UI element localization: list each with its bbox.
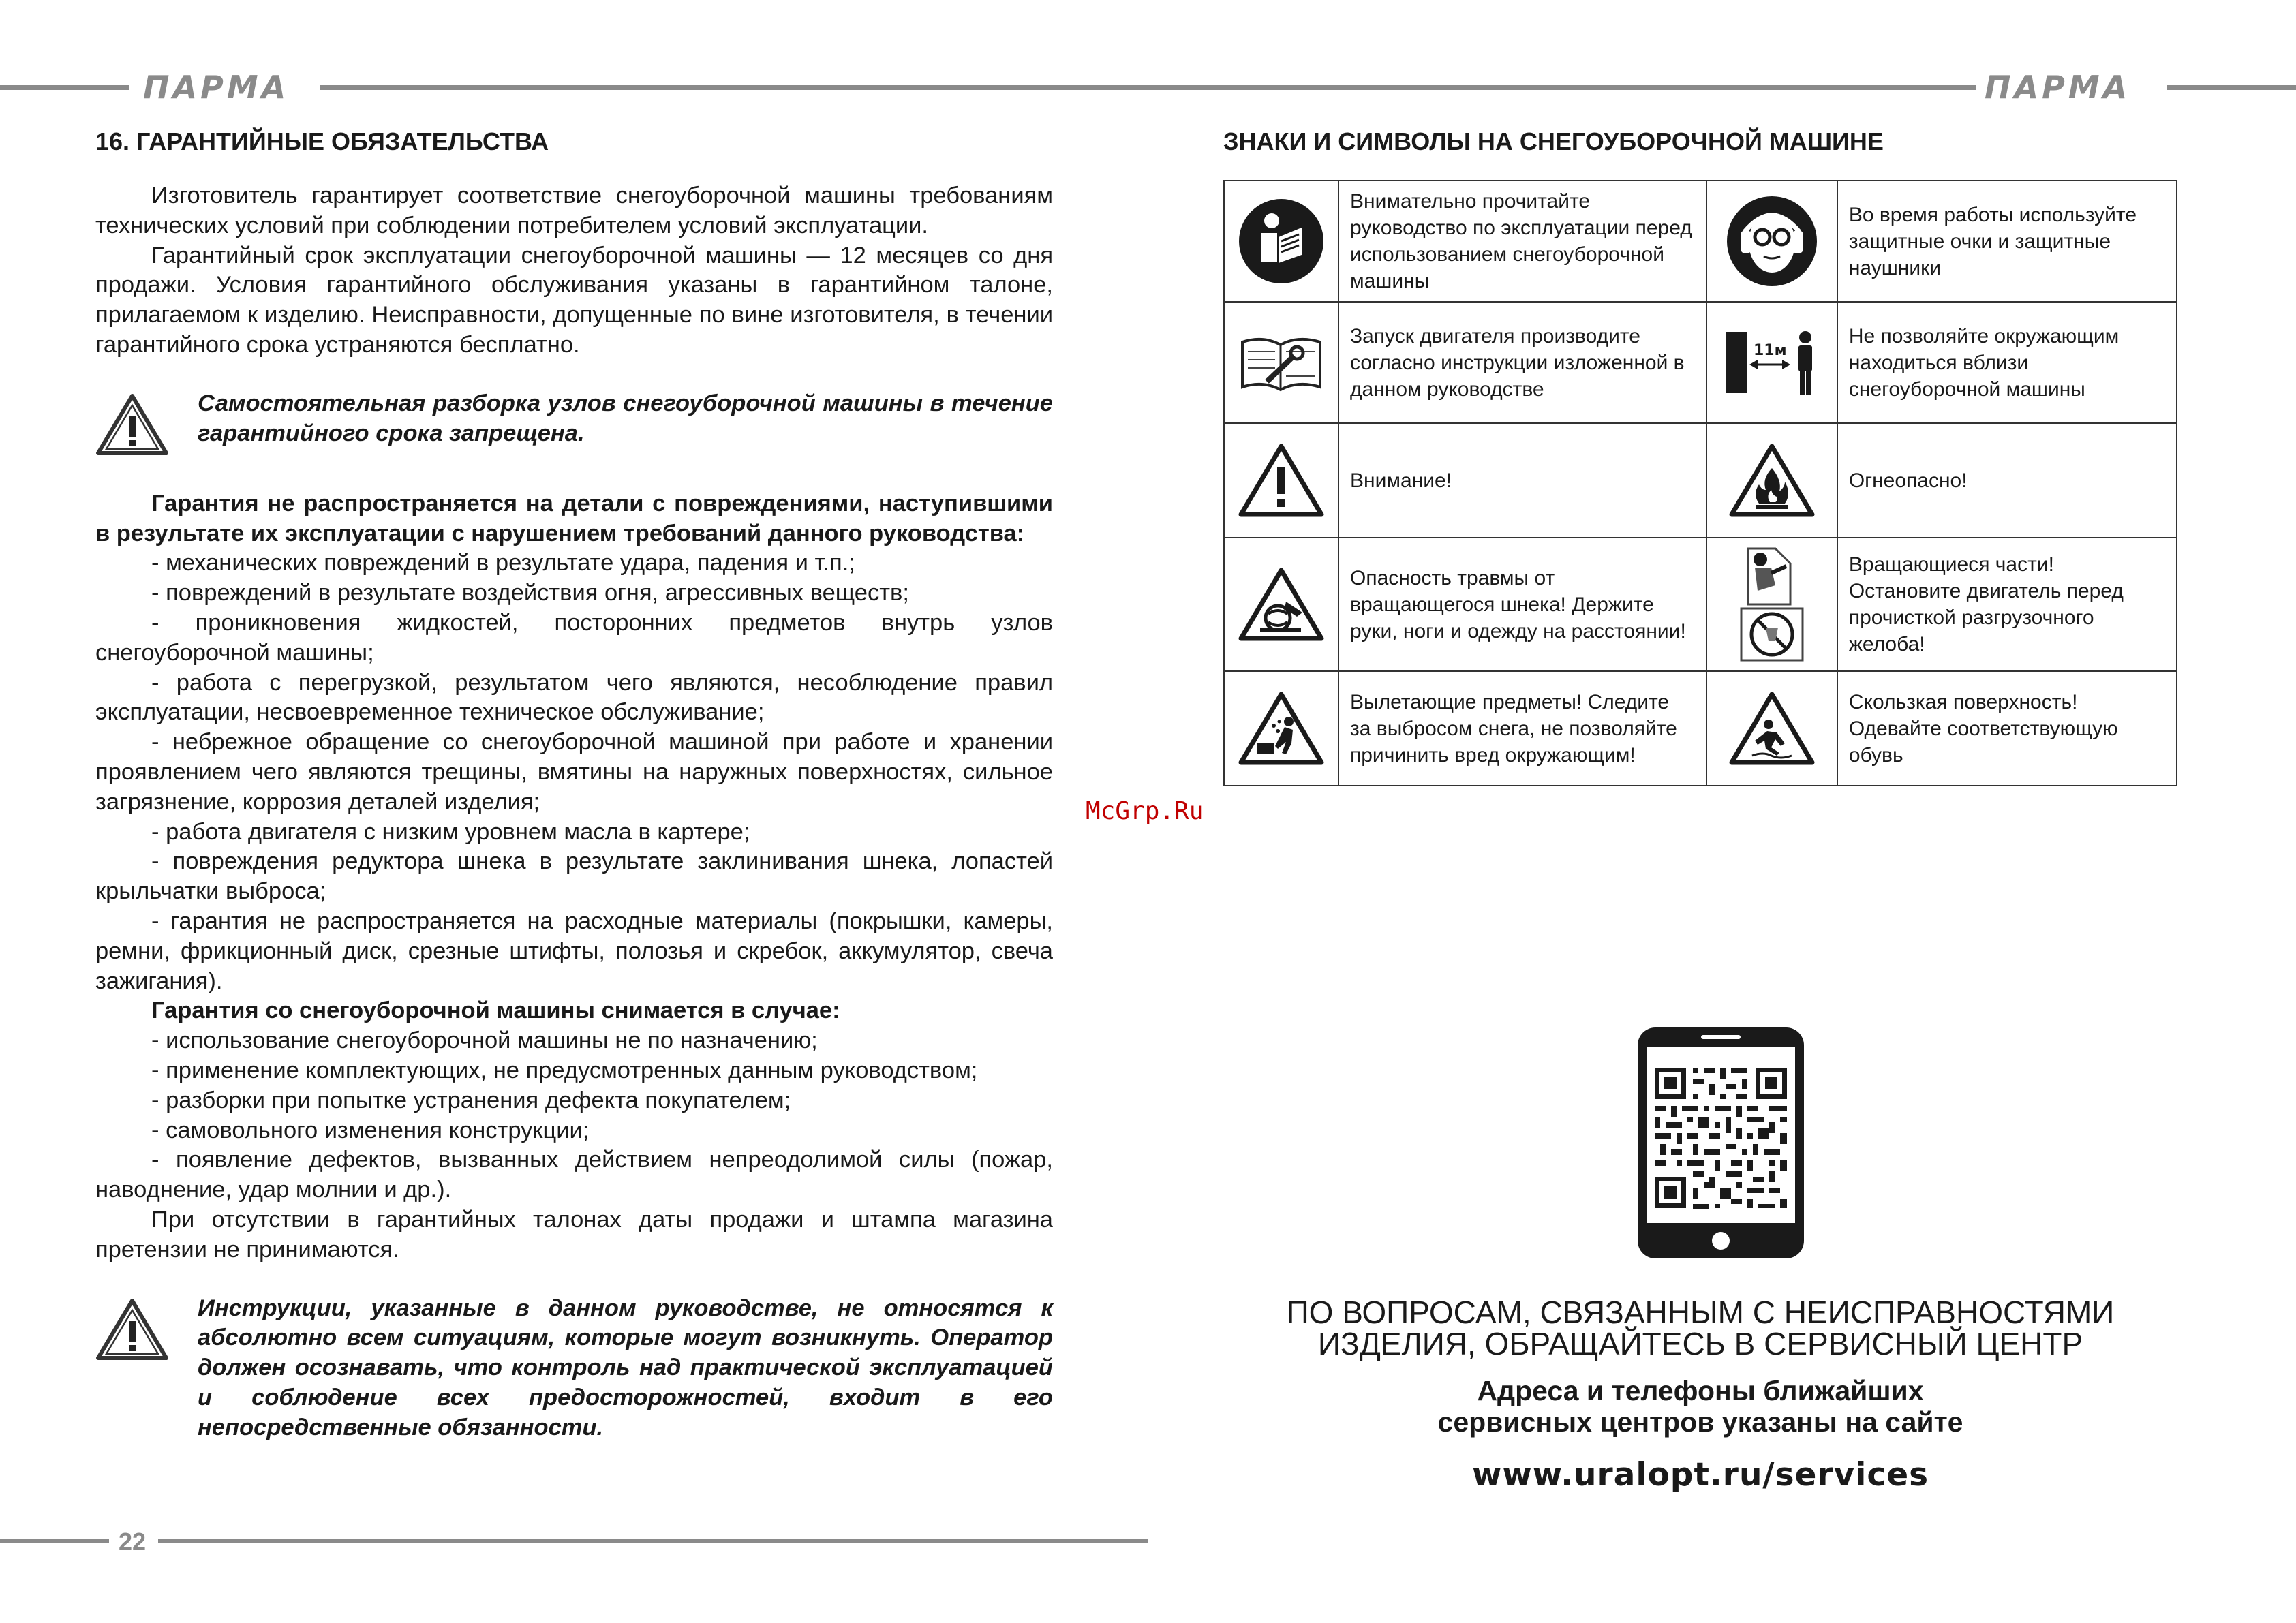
- slippery-surface-icon: [1706, 671, 1837, 786]
- revoke-item: - разборки при попытке устранения дефекта покупателем;: [151, 1087, 791, 1113]
- exclusion-item: - работа двигателя с низким уровнем масла в картере;: [151, 818, 750, 845]
- sign-text: Опасность травмы от вращающегося шнека! Держите руки, ноги и одежду на расстоянии!: [1338, 538, 1706, 671]
- flying-objects-icon: [1224, 671, 1338, 786]
- goggles-earmuffs-icon: [1706, 181, 1837, 302]
- fire-hazard-icon: [1706, 423, 1837, 538]
- warning-icon: [1224, 423, 1338, 538]
- signs-table: [1223, 180, 2177, 786]
- service-subheading-line-1: Адреса и телефоны ближайших: [1477, 1375, 1924, 1406]
- read-manual-icon: [1224, 181, 1338, 302]
- revoke-item: - применение комплектующих, не предусмотренных данным руководством;: [151, 1057, 978, 1083]
- watermark: McGrp.Ru: [1086, 797, 1204, 825]
- engine-manual-icon: [1224, 302, 1338, 423]
- header-rule-right: [2167, 85, 2296, 90]
- service-heading-line-2: ИЗДЕЛИЯ, ОБРАЩАЙТЕСЬ В СЕРВИСНЫЙ ЦЕНТР: [1317, 1326, 2083, 1361]
- distance-label: 11м: [1753, 342, 1787, 359]
- closing-paragraph: При отсутствии в гарантийных талонах даты продажи и штампа магазина претензии не принимаются.: [95, 1206, 1053, 1263]
- revoke-item: - появление дефектов, вызванных действием непреодолимой силы (пожар, наводнение, удар молнии и др.).: [95, 1147, 1053, 1203]
- qr-code-phone: [1636, 1025, 1806, 1261]
- exclusion-item: - работа с перегрузкой, результатом чего являются, несоблюдение правил эксплуатации, несвоевременное техническое обслуживание;: [95, 669, 1053, 726]
- exclusion-item: - гарантия не распространяется на расходные материалы (покрышки, камеры, ремни, фрикционный диск, срезные штифты, полозья и скребок, аккумулятор, свеча зажигания).: [95, 908, 1053, 994]
- warning-triangle-icon: [95, 389, 198, 461]
- sign-row: [1224, 671, 2177, 786]
- sign-text: Запуск двигателя производите согласно инструкции изложенной в данном руководстве: [1338, 302, 1706, 423]
- signs-section: [1223, 123, 2177, 786]
- qr-code-icon: [1636, 1025, 1806, 1261]
- revoke-item: - самовольного изменения конструкции;: [151, 1117, 590, 1143]
- signs-title: ЗНАКИ И СИМВОЛЫ НА СНЕГОУБОРОЧНОЙ МАШИНЕ: [1223, 127, 1884, 155]
- intro-paragraph-1: Изготовитель гарантирует соответствие снегоуборочной машины требованиям технических условий при соблюдении потребителем условий эксплуатации.: [95, 183, 1053, 238]
- service-url-link[interactable]: www.uralopt.ru/services: [1471, 1456, 1929, 1494]
- sign-text: Во время работы используйте защитные очки и защитные наушники: [1837, 181, 2177, 302]
- revoke-title: Гарантия со снегоуборочной машины снимается в случае:: [151, 998, 840, 1024]
- sign-row: [1224, 302, 2177, 423]
- sign-text: Не позволяйте окружающим находиться вблизи снегоуборочной машины: [1837, 302, 2177, 423]
- sign-row: [1224, 423, 2177, 538]
- intro-paragraph-2: Гарантийный срок эксплуатации снегоуборочной машины — 12 месяцев со дня продажи. Условия гарантийного обслуживания указаны в гарантийном талоне, прилагаемом к изделию. Неисправности, допущенные по вине изготовителя, в течении гарантийного срока устраняются бесплатно.: [95, 242, 1053, 358]
- header-rule-left: [0, 85, 129, 90]
- warranty-section: [95, 123, 1053, 1442]
- warning-text-2: Инструкции, указанные в данном руководстве, не относятся к абсолютно всем ситуациям, которые могут возникнуть. Оператор должен осознавать, что контроль над практической эксплуатацией и соблюдение всех предосторожностей, входит в его непосредственные обязанности.: [198, 1295, 1053, 1440]
- sign-text: Внимание!: [1338, 423, 1706, 538]
- warning-triangle-icon: [95, 1294, 198, 1365]
- exclusions-title: Гарантия не распространяется на детали с повреждениями, наступившими в результате их эксплуатации с нарушением требований данного руководства:: [95, 490, 1053, 546]
- warranty-title: 16. ГАРАНТИЙНЫЕ ОБЯЗАТЕЛЬСТВА: [95, 127, 549, 155]
- sign-text: Вращающиеся части! Остановите двигатель перед прочисткой разгрузочного желоба!: [1837, 538, 2177, 671]
- brand-logo-left: ПАРМА: [143, 69, 290, 106]
- rotating-parts-icon: [1706, 538, 1837, 671]
- header-rule-center: [320, 85, 1976, 90]
- exclusion-item: - небрежное обращение со снегоуборочной машиной при работе и хранении проявлением чего являются трещины, вмятины на наружных поверхностях, сильное загрязнение, коррозия деталей изделия;: [95, 729, 1053, 815]
- exclusion-item: - механических повреждений в результате удара, падения и т.п.;: [151, 550, 855, 576]
- sign-row: [1224, 538, 2177, 671]
- auger-hazard-icon: [1224, 538, 1338, 671]
- sign-text: Скользкая поверхность! Одевайте соответствующую обувь: [1837, 671, 2177, 786]
- warning-text-1: Самостоятельная разборка узлов снегоуборочной машины в течение гарантийного срока запрещена.: [198, 390, 1053, 446]
- service-subheading-line-2: сервисных центров указаны на сайте: [1437, 1406, 1963, 1438]
- brand-logo-right: ПАРМА: [1985, 69, 2131, 106]
- sign-text: Огнеопасно!: [1837, 423, 2177, 538]
- warning-block-1: [95, 389, 1053, 461]
- sign-text: Вылетающие предметы! Следите за выбросом снега, не позволяйте причинить вред окружающим!: [1338, 671, 1706, 786]
- sign-row: [1224, 181, 2177, 302]
- exclusion-item: - повреждения редуктора шнека в результате заклинивания шнека, лопастей крыльчатки выброса;: [95, 848, 1053, 905]
- keep-distance-icon: [1706, 302, 1837, 423]
- exclusion-item: - проникновения жидкостей, посторонних предметов внутрь узлов снегоуборочной машины;: [95, 609, 1053, 666]
- service-heading-line-1: ПО ВОПРОСАМ, СВЯЗАННЫМ С НЕИСПРАВНОСТЯМИ: [1286, 1295, 2115, 1330]
- page-number: 22: [119, 1528, 147, 1556]
- revoke-item: - использование снегоуборочной машины не по назначению;: [151, 1027, 818, 1054]
- warning-block-2: [95, 1294, 1053, 1443]
- footer-rule-right: [158, 1539, 1148, 1543]
- footer-rule-left: [0, 1539, 109, 1543]
- sign-text: Внимательно прочитайте руководство по эксплуатации перед использованием снегоуборочной машины: [1338, 181, 1706, 302]
- exclusion-item: - повреждений в результате воздействия огня, агрессивных веществ;: [151, 580, 909, 606]
